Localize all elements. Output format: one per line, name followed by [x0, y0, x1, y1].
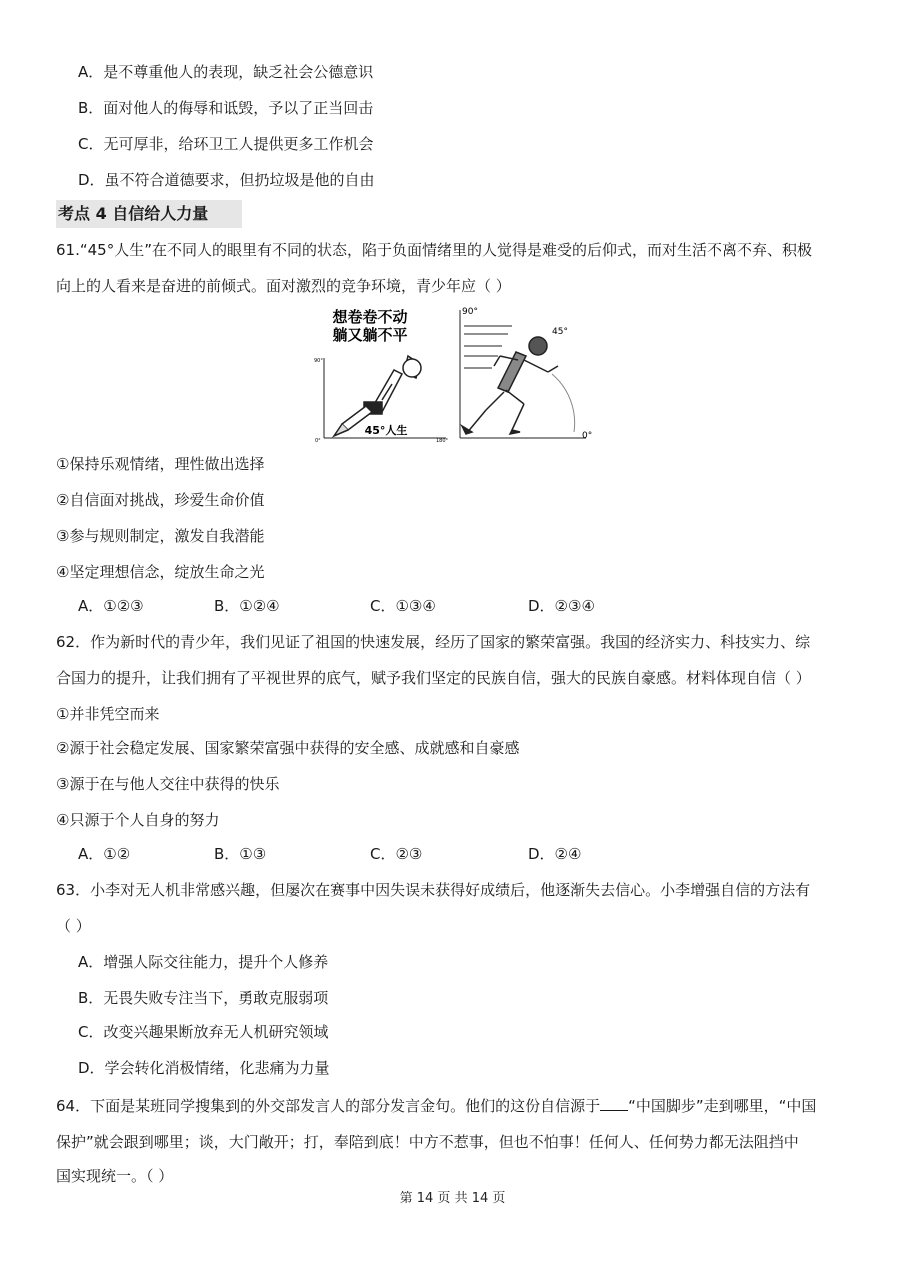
q61-item-1: ①保持乐观情绪，理性做出选择	[56, 455, 265, 473]
q64-stem-line1-part1: 64．下面是某班同学搜集到的外交部发言人的部分发言金句。他们的这份自信源于	[56, 1097, 601, 1115]
right-angle-label: 45°	[552, 327, 568, 337]
q63-stem-line2: （ ）	[56, 917, 91, 935]
q61-item-4: ④坚定理想信念，绽放生命之光	[56, 563, 265, 581]
running-figure	[462, 337, 558, 434]
q63-option-b: B．无畏失败专注当下，勇敢克服弱项	[78, 989, 329, 1007]
q60-option-a: A．是不尊重他人的表现，缺乏社会公德意识	[78, 63, 374, 81]
q61-choice-c: C．①③④	[370, 597, 436, 615]
right-axis-0-label: 0°	[582, 431, 593, 441]
q61-stem-line2: 向上的人看来是奋进的前倾式。面对激烈的竞争环境，青少年应（ ）	[56, 277, 511, 295]
q62-item-4: ④只源于个人自身的努力	[56, 811, 220, 829]
q62-choice-c: C．②③	[370, 845, 423, 863]
q60-option-b: B．面对他人的侮辱和诋毁，予以了正当回击	[78, 99, 374, 117]
q64-fill-blank	[600, 1096, 628, 1111]
q62-choice-d: D．②④	[528, 845, 582, 863]
q62-choice-a: A．①②	[78, 845, 131, 863]
q61-choice-d: D．②③④	[528, 597, 595, 615]
q61-item-3: ③参与规则制定，激发自我潜能	[56, 527, 265, 545]
q63-stem-line1: 63．小李对无人机非常感兴趣，但屡次在赛事中因失误未获得好成绩后，他逐渐失去信心。小李增强自信的方法有	[56, 881, 811, 899]
speed-lines	[464, 326, 512, 368]
q64-stem-line3: 国实现统一。（ ）	[56, 1167, 174, 1185]
section-title: 考点 4 自信给人力量	[56, 200, 242, 228]
page-footer: 第 14 页 共 14 页	[399, 1191, 506, 1206]
q61-stem-line1: 61.“45°人生”在不同人的眼里有不同的状态，陷于负面情绪里的人觉得是难受的后仰式，而对生活不离不弃、积极	[56, 241, 812, 259]
q61-choice-a: A．①②③	[78, 597, 144, 615]
q62-item-3: ③源于在与他人交往中获得的快乐	[56, 775, 280, 793]
q63-option-d: D．学会转化消极情绪，化悲痛为力量	[78, 1059, 330, 1077]
q62-choice-b: B．①③	[214, 845, 267, 863]
q62-item-2: ②源于社会稳定发展、国家繁荣富强中获得的安全感、成就感和自豪感	[56, 739, 520, 757]
q64-stem-line1	[56, 1096, 816, 1116]
left-axis-180-label: 180°	[436, 438, 449, 444]
figure-caption-line2: 躺又躺不平	[332, 326, 408, 344]
q62-stem-line1: 62．作为新时代的青少年，我们见证了祖国的快速发展，经历了国家的繁荣富强。我国的经济实力、科技实力、综	[56, 633, 811, 651]
left-axis-0-label: 0°	[315, 438, 321, 444]
q64-stem-line1-part2: “中国脚步”走到哪里，“中国	[628, 1097, 817, 1115]
q61-item-2: ②自信面对挑战，珍爱生命价值	[56, 491, 265, 509]
left-panel-label: 45°人生	[364, 424, 408, 437]
angle-arc	[552, 374, 575, 432]
q60-option-c: C．无可厚非，给环卫工人提供更多工作机会	[78, 135, 374, 153]
left-axis-90-label: 90°	[314, 358, 323, 364]
q62-stem-line2: 合国力的提升，让我们拥有了平视世界的底气，赋予我们坚定的民族自信，强大的民族自豪感。材料体现自信（ ）	[56, 669, 811, 687]
right-axis-90-label: 90°	[462, 307, 478, 317]
q62-item-1: ①并非凭空而来	[56, 705, 160, 723]
figure-caption-line1: 想卷卷不动	[332, 308, 408, 326]
q63-option-a: A．增强人际交往能力，提升个人修养	[78, 953, 329, 971]
q60-option-d: D．虽不符合道德要求，但扔垃圾是他的自由	[78, 171, 375, 189]
q63-option-c: C．改变兴趣果断放弃无人机研究领域	[78, 1023, 329, 1041]
q64-stem-line2: 保护”就会跟到哪里；谈，大门敞开；打，奉陪到底！中方不惹事，但也不怕事！任何人、任何势力都无法阻挡中	[56, 1133, 799, 1151]
q61-choice-b: B．①②④	[214, 597, 280, 615]
q61-figure	[312, 304, 602, 444]
